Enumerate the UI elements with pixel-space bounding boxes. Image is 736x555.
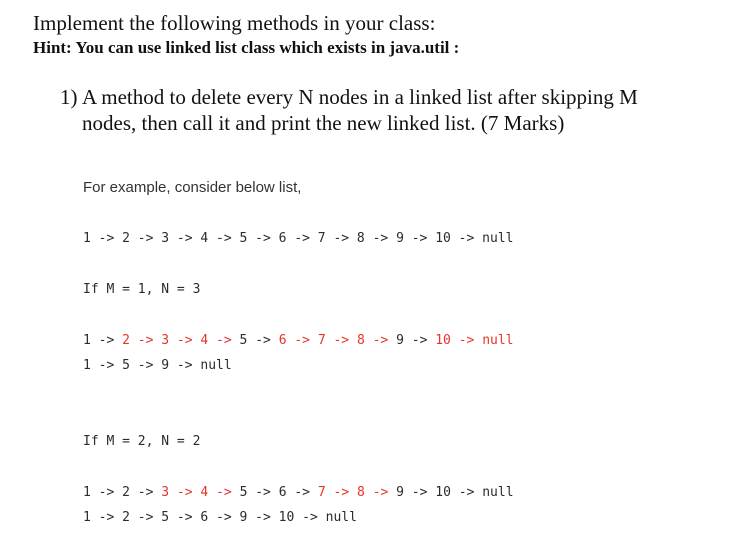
case1-result-list: 1 -> 5 -> 9 -> null <box>83 358 232 373</box>
deleted-nodes-segment: 6 -> 7 -> 8 -> <box>278 333 397 348</box>
case2-params: If M = 2, N = 2 <box>83 434 201 449</box>
task-description-line-2: nodes, then call it and print the new linked list. (7 Marks) <box>82 111 565 135</box>
task-description-line-1: A method to delete every N nodes in a linked list after skipping M <box>82 85 638 109</box>
example-intro: For example, consider below list, <box>83 179 302 196</box>
case2-result-list: 1 -> 2 -> 5 -> 6 -> 9 -> 10 -> null <box>83 510 357 525</box>
kept-nodes-segment: 1 -> 2 -> <box>83 485 162 500</box>
kept-nodes-segment: 1 -> <box>83 333 123 348</box>
deleted-nodes-segment: 7 -> 8 -> <box>317 485 397 500</box>
kept-nodes-segment: 9 -> 10 -> null <box>396 485 514 500</box>
case1-params: If M = 1, N = 3 <box>83 282 201 297</box>
case2-highlighted-list <box>83 484 514 502</box>
deleted-nodes-segment: 3 -> 4 -> <box>161 485 240 500</box>
kept-nodes-segment: 5 -> <box>239 333 279 348</box>
deleted-nodes-segment: 10 -> null <box>435 333 514 348</box>
deleted-nodes-segment: 2 -> 3 -> 4 -> <box>122 333 240 348</box>
hint-text: Hint: You can use linked list class which exists in java.util : <box>33 38 460 57</box>
kept-nodes-segment: 9 -> <box>396 333 436 348</box>
original-list: 1 -> 2 -> 3 -> 4 -> 5 -> 6 -> 7 -> 8 -> 9 -> 10 -> null <box>83 231 514 246</box>
case1-highlighted-list <box>83 332 514 350</box>
kept-nodes-segment: 5 -> 6 -> <box>239 485 318 500</box>
page-title: Implement the following methods in your class: <box>33 11 436 35</box>
task-number: 1) <box>60 85 78 109</box>
